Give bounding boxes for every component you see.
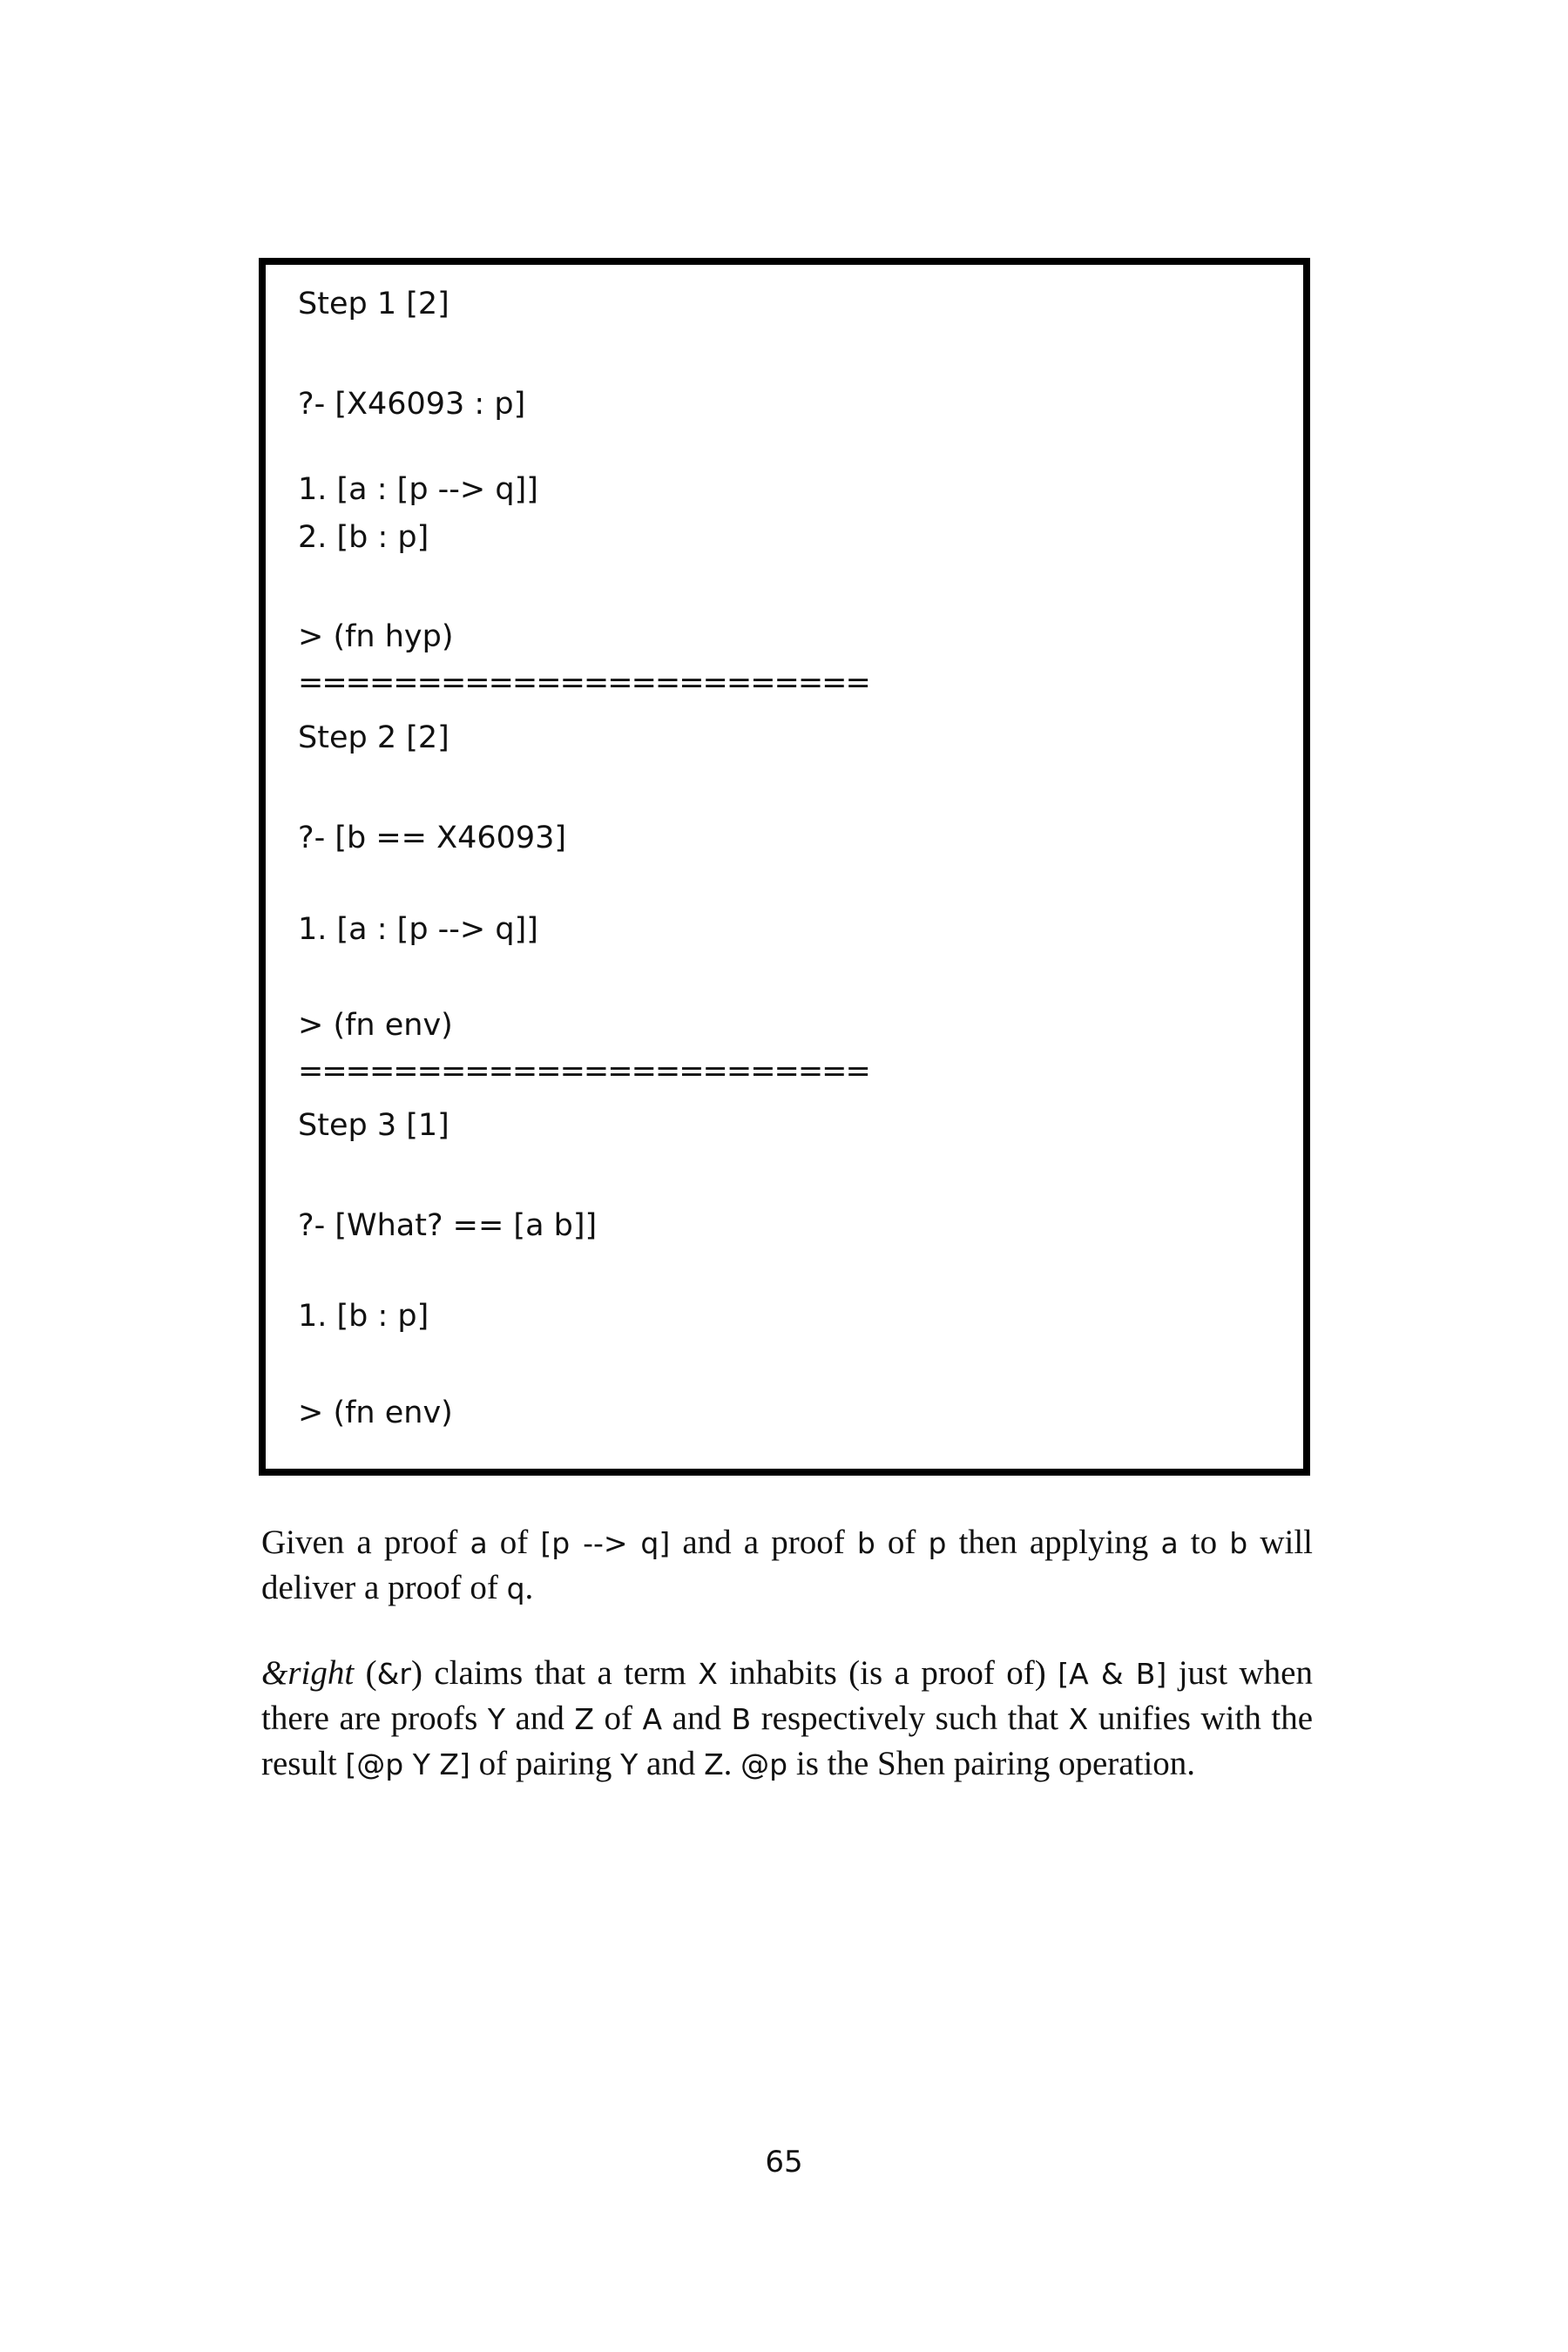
text: and [638, 1745, 705, 1782]
step2-hypothesis-1: 1. [a : [p --> q]] [298, 912, 538, 947]
step3-hypothesis-1: 1. [b : p] [298, 1299, 429, 1334]
text: . [524, 1569, 534, 1606]
text: and [504, 1700, 575, 1737]
step2-command: > (fn env) [298, 1008, 453, 1043]
text: . [723, 1745, 741, 1782]
text: just when there are proofs [261, 1654, 1313, 1737]
inline-code: Z [574, 1702, 594, 1736]
step1-command: > (fn hyp) [298, 619, 454, 654]
inline-code: b [856, 1526, 875, 1560]
text: and [662, 1700, 732, 1737]
step3-goal: ?- [What? == [a b]] [298, 1208, 598, 1243]
text: of pairing [470, 1745, 621, 1782]
inline-code: X [698, 1657, 718, 1691]
text: and a proof [670, 1524, 857, 1561]
separator-1: ======================== [298, 666, 869, 700]
text: then applying [946, 1524, 1161, 1561]
inline-code: a [1160, 1526, 1179, 1560]
inline-code: Y [487, 1702, 505, 1736]
step2-goal: ?- [b == X46093] [298, 821, 567, 855]
text: unifies with the result [261, 1700, 1314, 1782]
step1-hypothesis-2: 2. [b : p] [298, 520, 429, 555]
inline-code: [p --> q] [540, 1526, 671, 1560]
inline-code: [A & B] [1058, 1657, 1167, 1691]
step1-header: Step 1 [2] [298, 287, 449, 321]
text: inhabits (is a proof of) [717, 1654, 1058, 1692]
inline-code: A [642, 1702, 663, 1736]
text: of [487, 1524, 541, 1561]
inline-code: b [1229, 1526, 1248, 1560]
inline-code: p [928, 1526, 947, 1560]
inline-code: q [506, 1571, 525, 1605]
proof-trace-box [259, 258, 1310, 1476]
inline-code: @p [740, 1747, 788, 1781]
text: respectively such that [751, 1700, 1069, 1737]
inline-code: &r [376, 1657, 411, 1691]
step1-hypothesis-1: 1. [a : [p --> q]] [298, 472, 538, 507]
page-number: 65 [765, 2145, 803, 2180]
inline-code: Y [620, 1747, 639, 1781]
step3-command: > (fn env) [298, 1396, 453, 1430]
text: of [593, 1700, 643, 1737]
inline-code: B [731, 1702, 752, 1736]
text: Given a proof [261, 1524, 470, 1561]
separator-2: ======================== [298, 1054, 869, 1089]
step2-header: Step 2 [2] [298, 720, 449, 755]
text: is the Shen pairing operation. [787, 1745, 1196, 1782]
inline-code: a [470, 1526, 488, 1560]
text: of [875, 1524, 929, 1561]
inline-code: X [1068, 1702, 1089, 1736]
paragraph-and-right [261, 1651, 1313, 1787]
italic-term: &right [261, 1654, 355, 1692]
text: ) claims that a term [410, 1654, 699, 1692]
text: ( [354, 1654, 377, 1692]
text: to [1178, 1524, 1230, 1561]
inline-code: Z [704, 1747, 724, 1781]
text: will deliver a proof of [261, 1524, 1313, 1606]
step3-header: Step 3 [1] [298, 1108, 449, 1143]
step1-goal: ?- [X46093 : p] [298, 387, 526, 422]
paragraph-application [261, 1520, 1313, 1611]
inline-code: [@p Y Z] [345, 1747, 470, 1781]
